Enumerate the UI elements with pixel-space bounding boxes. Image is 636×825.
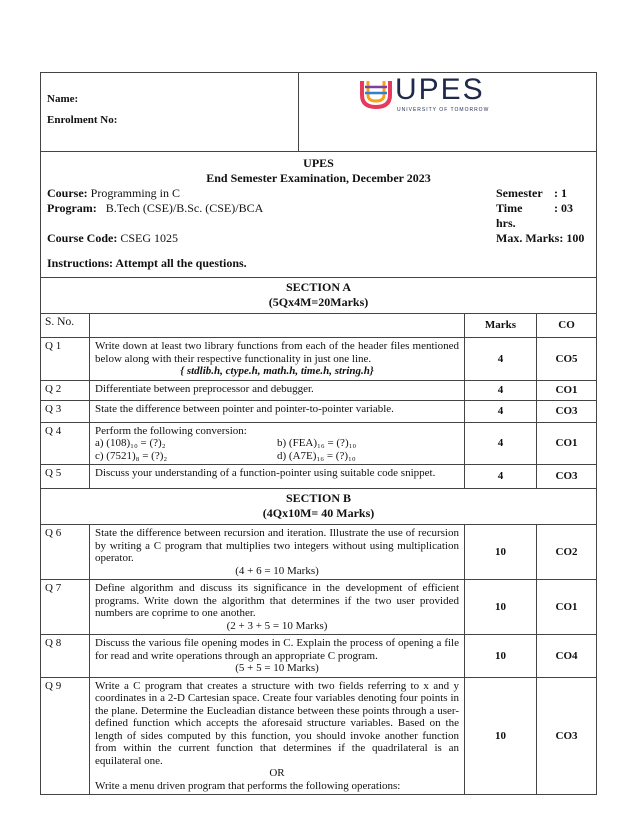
course-value: Programming in C [90,186,181,200]
col-sno-header: S. No. [41,314,90,338]
question-number: Q 1 [41,338,90,381]
question-marks: 4 [465,422,537,465]
instructions: Instructions: Attempt all the questions. [47,256,247,270]
section-a-heading [41,278,597,314]
program-value: B.Tech (CSE)/B.Sc. (CSE)/BCA [105,201,264,215]
question-number: Q 4 [41,422,90,465]
question-text [90,635,465,678]
section-b-heading [41,489,597,525]
question-row [41,465,597,489]
question-text: State the difference between pointer and pointer-to-pointer variable. [90,400,465,422]
question-row [41,525,597,580]
question-text [90,525,465,580]
question-row [41,400,597,422]
exam-title: End Semester Examination, December 2023 [206,171,431,185]
time-label: Time [496,201,523,215]
question-marks: 10 [465,525,537,580]
time-value: : 03 hrs. [496,201,573,230]
question-table [40,277,597,795]
question-text [90,422,465,465]
question-row [41,380,597,400]
logo-tagline: UNIVERSITY OF TOMORROW [397,107,490,113]
question-text: Differentiate between preprocessor and debugger. [90,380,465,400]
question-co: CO3 [537,465,597,489]
conversion-d: d) (A7E)₁₆ = (?)₁₀ [277,449,356,462]
question-text [90,338,465,381]
upes-logo [359,73,490,115]
question-co: CO2 [537,525,597,580]
question-body: Perform the following conversion: [95,424,247,437]
conversion-a: a) (108)₁₀ = (?)₂ [95,437,166,449]
question-row [41,338,597,381]
max-marks: Max. Marks: 100 [496,231,585,245]
question-marks: 10 [465,677,537,795]
institution-name: UPES [303,156,334,170]
question-body: Write a C program that creates a structure with two fields referring to x and y coordinates in a 2-D Cartesian space. Create four variables denoting four points in the plane. Determine the Eucleadian distance between these points through a user-defined function which accepts the aforesaid structure variables. Based on the length of sides computed by this function, you should invoke another function from within the current function that determines if the quadrilateral is an equilateral one. [95,679,459,767]
question-number: Q 6 [41,525,90,580]
header-table [40,72,597,278]
question-row [41,580,597,635]
conversion-c: c) (7521)₈ = (?)₂ [95,449,168,462]
conversion-b: b) (FEA)₁₆ = (?)₁₀ [277,437,357,449]
name-label: Name: [47,93,79,105]
exam-details [41,152,597,278]
question-body: State the difference between recursion and iteration. Illustrate the use of recursion by writing a C program that multiplies two integers without using multiplication operator. [95,527,459,564]
section-b-title: SECTION B [285,491,352,505]
section-a-title: SECTION A [285,280,352,294]
question-marks: 4 [465,380,537,400]
logo-cell [299,73,597,152]
candidate-info-cell [41,73,299,152]
question-marks: 10 [465,580,537,635]
question-co: CO3 [537,400,597,422]
question-co: CO1 [537,380,597,400]
conversion-grid [95,437,459,462]
alternate-question: Write a menu driven program that performs the following operations: [95,779,401,792]
col-question-header [90,314,465,338]
exam-paper [40,72,596,795]
logo-text: UPES [395,73,485,106]
question-row [41,422,597,465]
question-row [41,635,597,678]
question-number: Q 5 [41,465,90,489]
semester-value: : 1 [554,186,567,200]
program-label: Program: [47,201,97,215]
or-separator: OR [269,767,285,779]
question-body: Write down at least two library functions from each of the header files mentioned below along with their respective functionality in just one line. [95,340,459,365]
question-number: Q 8 [41,635,90,678]
question-marks: 4 [465,338,537,381]
course-row [47,186,590,201]
question-body: Define algorithm and discuss its significance in the development of efficient programs. Write down the algorithm that determines if the two user provided numbers are coprime to one another. [95,582,459,619]
question-number: Q 3 [41,400,90,422]
course-label: Course: [47,186,88,200]
col-co-header: CO [537,314,597,338]
question-text [90,580,465,635]
question-marks: 4 [465,465,537,489]
course-code-value: CSEG 1025 [120,231,179,245]
header-files-list: { stdlib.h, ctype.h, math.h, time.h, string.h} [180,365,374,377]
question-co: CO3 [537,677,597,795]
semester-label: Semester [496,186,543,200]
question-number: Q 9 [41,677,90,795]
program-row [47,201,590,231]
upes-emblem-icon [359,75,393,111]
col-marks-header: Marks [465,314,537,338]
section-b-subtitle: (4Qx10M= 40 Marks) [262,506,375,520]
question-row [41,677,597,795]
question-number: Q 7 [41,580,90,635]
marks-split: (2 + 3 + 5 = 10 Marks) [226,619,328,632]
course-code-label: Course Code: [47,231,118,245]
marks-split: (5 + 5 = 10 Marks) [235,662,319,674]
code-row [47,231,590,246]
enrolment-label: Enrolment No: [47,114,118,126]
question-marks: 10 [465,635,537,678]
question-text [90,677,465,795]
question-body: Discuss the various file opening modes in C. Explain the process of opening a file for read and write operations through an appropriate C program. [95,637,459,662]
question-co: CO4 [537,635,597,678]
question-co: CO5 [537,338,597,381]
marks-split: (4 + 6 = 10 Marks) [235,564,319,577]
section-a-subtitle: (5Qx4M=20Marks) [268,295,369,309]
question-text: Discuss your understanding of a function-pointer using suitable code snippet. [90,465,465,489]
question-co: CO1 [537,422,597,465]
question-marks: 4 [465,400,537,422]
question-co: CO1 [537,580,597,635]
question-number: Q 2 [41,380,90,400]
